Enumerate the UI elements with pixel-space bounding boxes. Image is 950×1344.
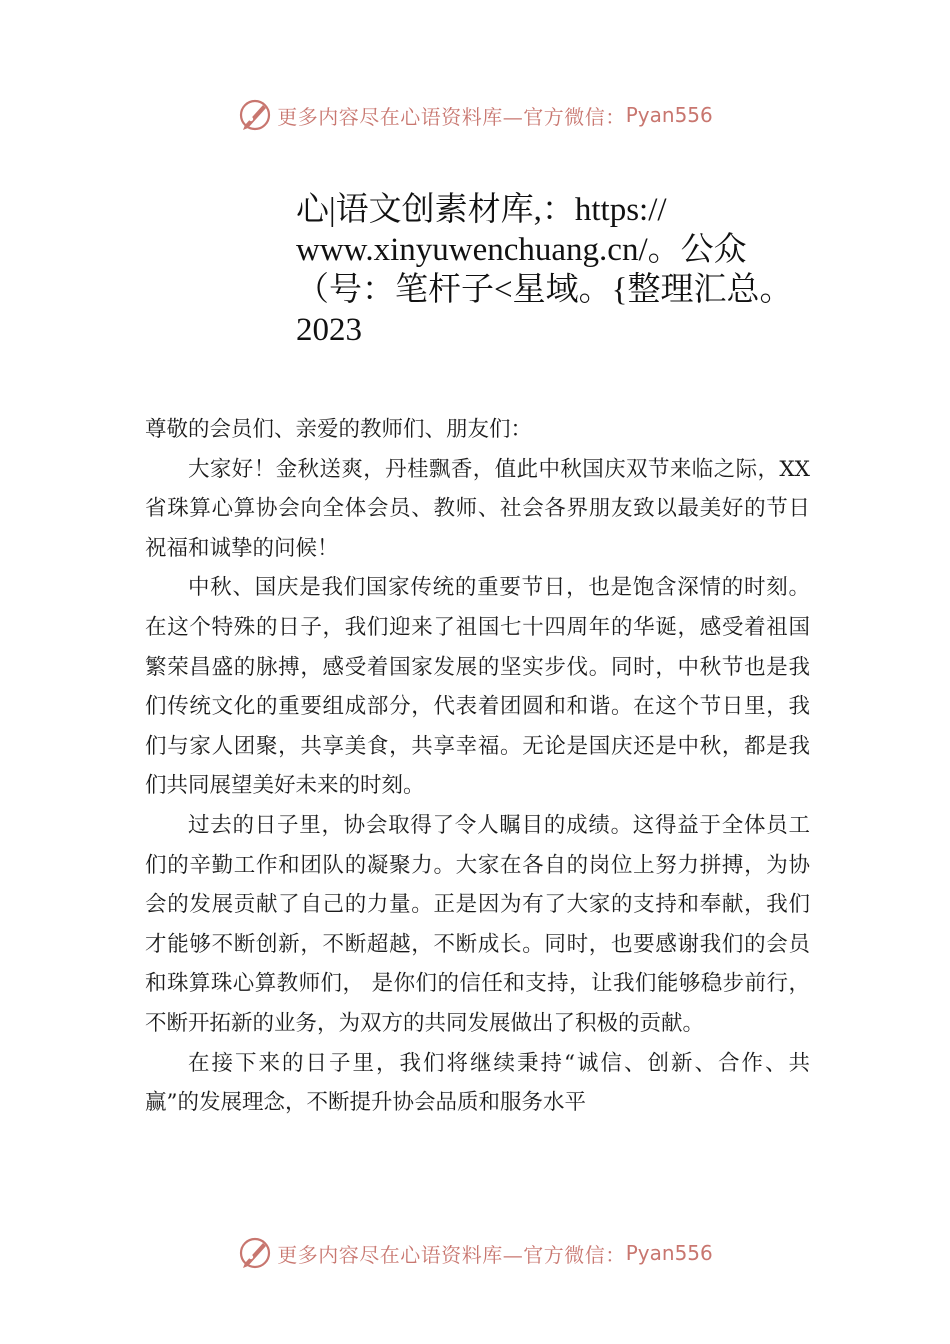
letter-greeting: 尊敬的会员们、亲爱的教师们、朋友们：	[145, 417, 533, 442]
pen-logo-icon	[237, 1235, 273, 1271]
footer-watermark-text: 更多内容尽在心语资料库—官方微信：	[277, 1242, 626, 1267]
title-line: www.xinyuwenchuang.cn/。公众	[296, 232, 747, 268]
header-watermark-banner	[0, 95, 950, 135]
footer-watermark-wechat: Pyan556	[625, 1241, 713, 1265]
pen-logo-icon	[237, 97, 273, 133]
letter-paragraph: 在接下来的日子里，我们将继续秉持“诚信、创新、合作、共赢”的发展理念，不断提升协会品质和服务水平	[145, 1050, 810, 1116]
title-line: 2023	[296, 312, 362, 348]
footer-watermark-banner	[0, 1233, 950, 1273]
letter-paragraph: 大家好！金秋送爽，丹桂飘香，值此中秋国庆双节来临之际，XX 省珠算心算协会向全体会员、教师、社会各界朋友致以最美好的节日祝福和诚挚的问候！	[145, 456, 810, 561]
title-line: 心|语文创素材库,：https://	[296, 192, 667, 228]
document-title	[296, 190, 836, 350]
letter-body	[145, 410, 810, 1123]
letter-paragraph: 过去的日子里，协会取得了令人瞩目的成绩。这得益于全体员工们的辛勤工作和团队的凝聚力。大家在各自的岗位上努力拼搏，为协会的发展贡献了自己的力量。正是因为有了大家的支持和奉献，我们才能够不断创新，不断超越，不断成长。同时，也要感谢我们的会员和珠算珠心算教师们， 是你们的信任和支持，让我们能够稳步前行，不断开拓新的业务，为双方的共同发展做出了积极的贡献。	[145, 812, 810, 1036]
header-watermark-wechat: Pyan556	[625, 103, 713, 127]
title-line: （号：笔杆子<星域。{整理汇总。	[296, 272, 793, 308]
letter-paragraph: 中秋、国庆是我们国家传统的重要节日，也是饱含深情的时刻。在这个特殊的日子，我们迎来了祖国七十四周年的华诞，感受着祖国繁荣昌盛的脉搏，感受着国家发展的坚实步伐。同时，中秋节也是我们传统文化的重要组成部分，代表着团圆和和谐。在这个节日里，我们与家人团聚，共享美食，共享幸福。无论是国庆还是中秋，都是我们共同展望美好未来的时刻。	[145, 575, 810, 799]
header-watermark-text: 更多内容尽在心语资料库—官方微信：	[277, 104, 626, 129]
